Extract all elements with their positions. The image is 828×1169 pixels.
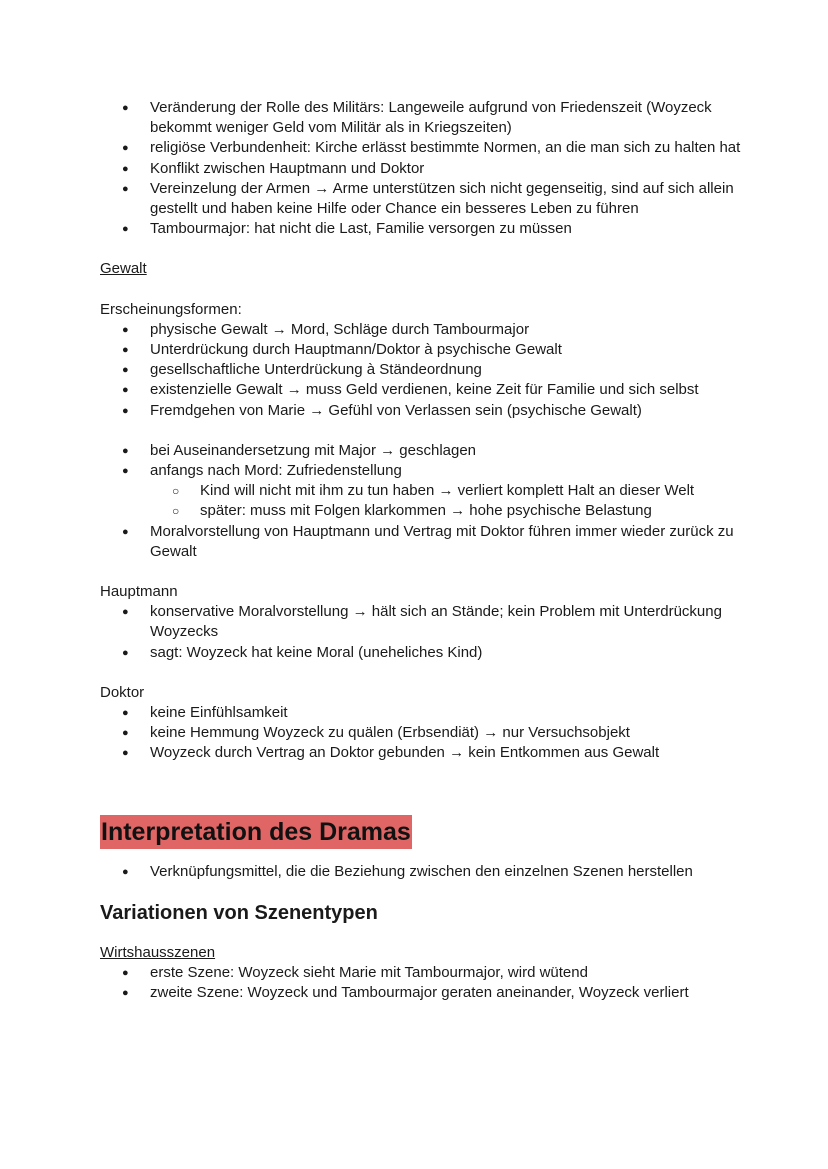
list-item: ● Woyzeck durch Vertrag an Doktor gebunden → kein Entkommen aus Gewalt bbox=[100, 743, 750, 763]
list-item: ● keine Einfühlsamkeit bbox=[100, 703, 750, 723]
bullet-list-gewalt-details bbox=[100, 441, 750, 562]
bullet-list-context bbox=[100, 98, 750, 239]
list-item: ● erste Szene: Woyzeck sieht Marie mit Tambourmajor, wird wütend bbox=[100, 963, 750, 983]
list-item: ● Verknüpfungsmittel, die die Beziehung zwischen den einzelnen Szenen herstellen bbox=[100, 862, 750, 882]
list-item: ● physische Gewalt → Mord, Schläge durch Tambourmajor bbox=[100, 320, 750, 340]
list-item: ● gesellschaftliche Unterdrückung à Ständeordnung bbox=[100, 360, 750, 380]
document-page bbox=[100, 98, 750, 1004]
list-item: ● Tambourmajor: hat nicht die Last, Familie versorgen zu müssen bbox=[100, 219, 750, 239]
list-item: ● Vereinzelung der Armen → Arme unterstützen sich nicht gegenseitig, sind auf sich allein gestellt und haben keine Hilfe oder Chance ein besseres Leben zu führen bbox=[100, 179, 750, 219]
list-item: ● anfangs nach Mord: Zufriedenstellung bbox=[100, 461, 750, 481]
list-item: ● konservative Moralvorstellung → hält sich an Stände; kein Problem mit Unterdrückung Woyzecks bbox=[100, 602, 750, 642]
section-heading-hauptmann: Hauptmann bbox=[100, 583, 178, 601]
list-item: ● sagt: Woyzeck hat keine Moral (uneheliches Kind) bbox=[100, 643, 750, 663]
list-item: ● existenzielle Gewalt → muss Geld verdienen, keine Zeit für Familie und sich selbst bbox=[100, 380, 750, 400]
section-heading-doktor: Doktor bbox=[100, 683, 145, 701]
bullet-list-doktor bbox=[100, 703, 750, 764]
heading-variationen: Variationen von Szenentypen bbox=[100, 901, 378, 924]
list-item: ● Veränderung der Rolle des Militärs: Langeweile aufgrund von Friedenszeit (Woyzeck bekommt weniger Geld vom Militär als in Kriegszeiten) bbox=[100, 98, 750, 138]
sub-list-item: ○ Kind will nicht mit ihm zu tun haben → verliert komplett Halt an dieser Welt bbox=[100, 481, 750, 501]
list-item: ● Moralvorstellung von Hauptmann und Vertrag mit Doktor führen immer wieder zurück zu Gewalt bbox=[100, 522, 750, 562]
bullet-list-interpretation bbox=[100, 862, 750, 882]
list-item: ● bei Auseinandersetzung mit Major → geschlagen bbox=[100, 441, 750, 461]
heading-interpretation: Interpretation des Dramas bbox=[100, 815, 412, 849]
sub-list-item: ○ später: muss mit Folgen klarkommen → hohe psychische Belastung bbox=[100, 501, 750, 521]
list-item: ● Fremdgehen von Marie → Gefühl von Verlassen sein (psychische Gewalt) bbox=[100, 401, 750, 421]
list-item: ● keine Hemmung Woyzeck zu quälen (Erbsendiät) → nur Versuchsobjekt bbox=[100, 723, 750, 743]
section-heading-gewalt: Gewalt bbox=[100, 260, 147, 278]
sub-heading-wirtshausszenen: Wirtshausszenen bbox=[100, 943, 216, 961]
list-item: ● zweite Szene: Woyzeck und Tambourmajor geraten aneinander, Woyzeck verliert bbox=[100, 983, 750, 1003]
list-item: ● Unterdrückung durch Hauptmann/Doktor à psychische Gewalt bbox=[100, 340, 750, 360]
list-item: ● Konflikt zwischen Hauptmann und Doktor bbox=[100, 159, 750, 179]
bullet-list-hauptmann bbox=[100, 602, 750, 663]
bullet-list-wirtshausszenen bbox=[100, 963, 750, 1003]
gewalt-intro: Erscheinungsformen: bbox=[100, 300, 242, 318]
list-item: ● religiöse Verbundenheit: Kirche erlässt bestimmte Normen, an die man sich zu halten hat bbox=[100, 138, 750, 158]
bullet-list-gewalt-forms bbox=[100, 320, 750, 421]
